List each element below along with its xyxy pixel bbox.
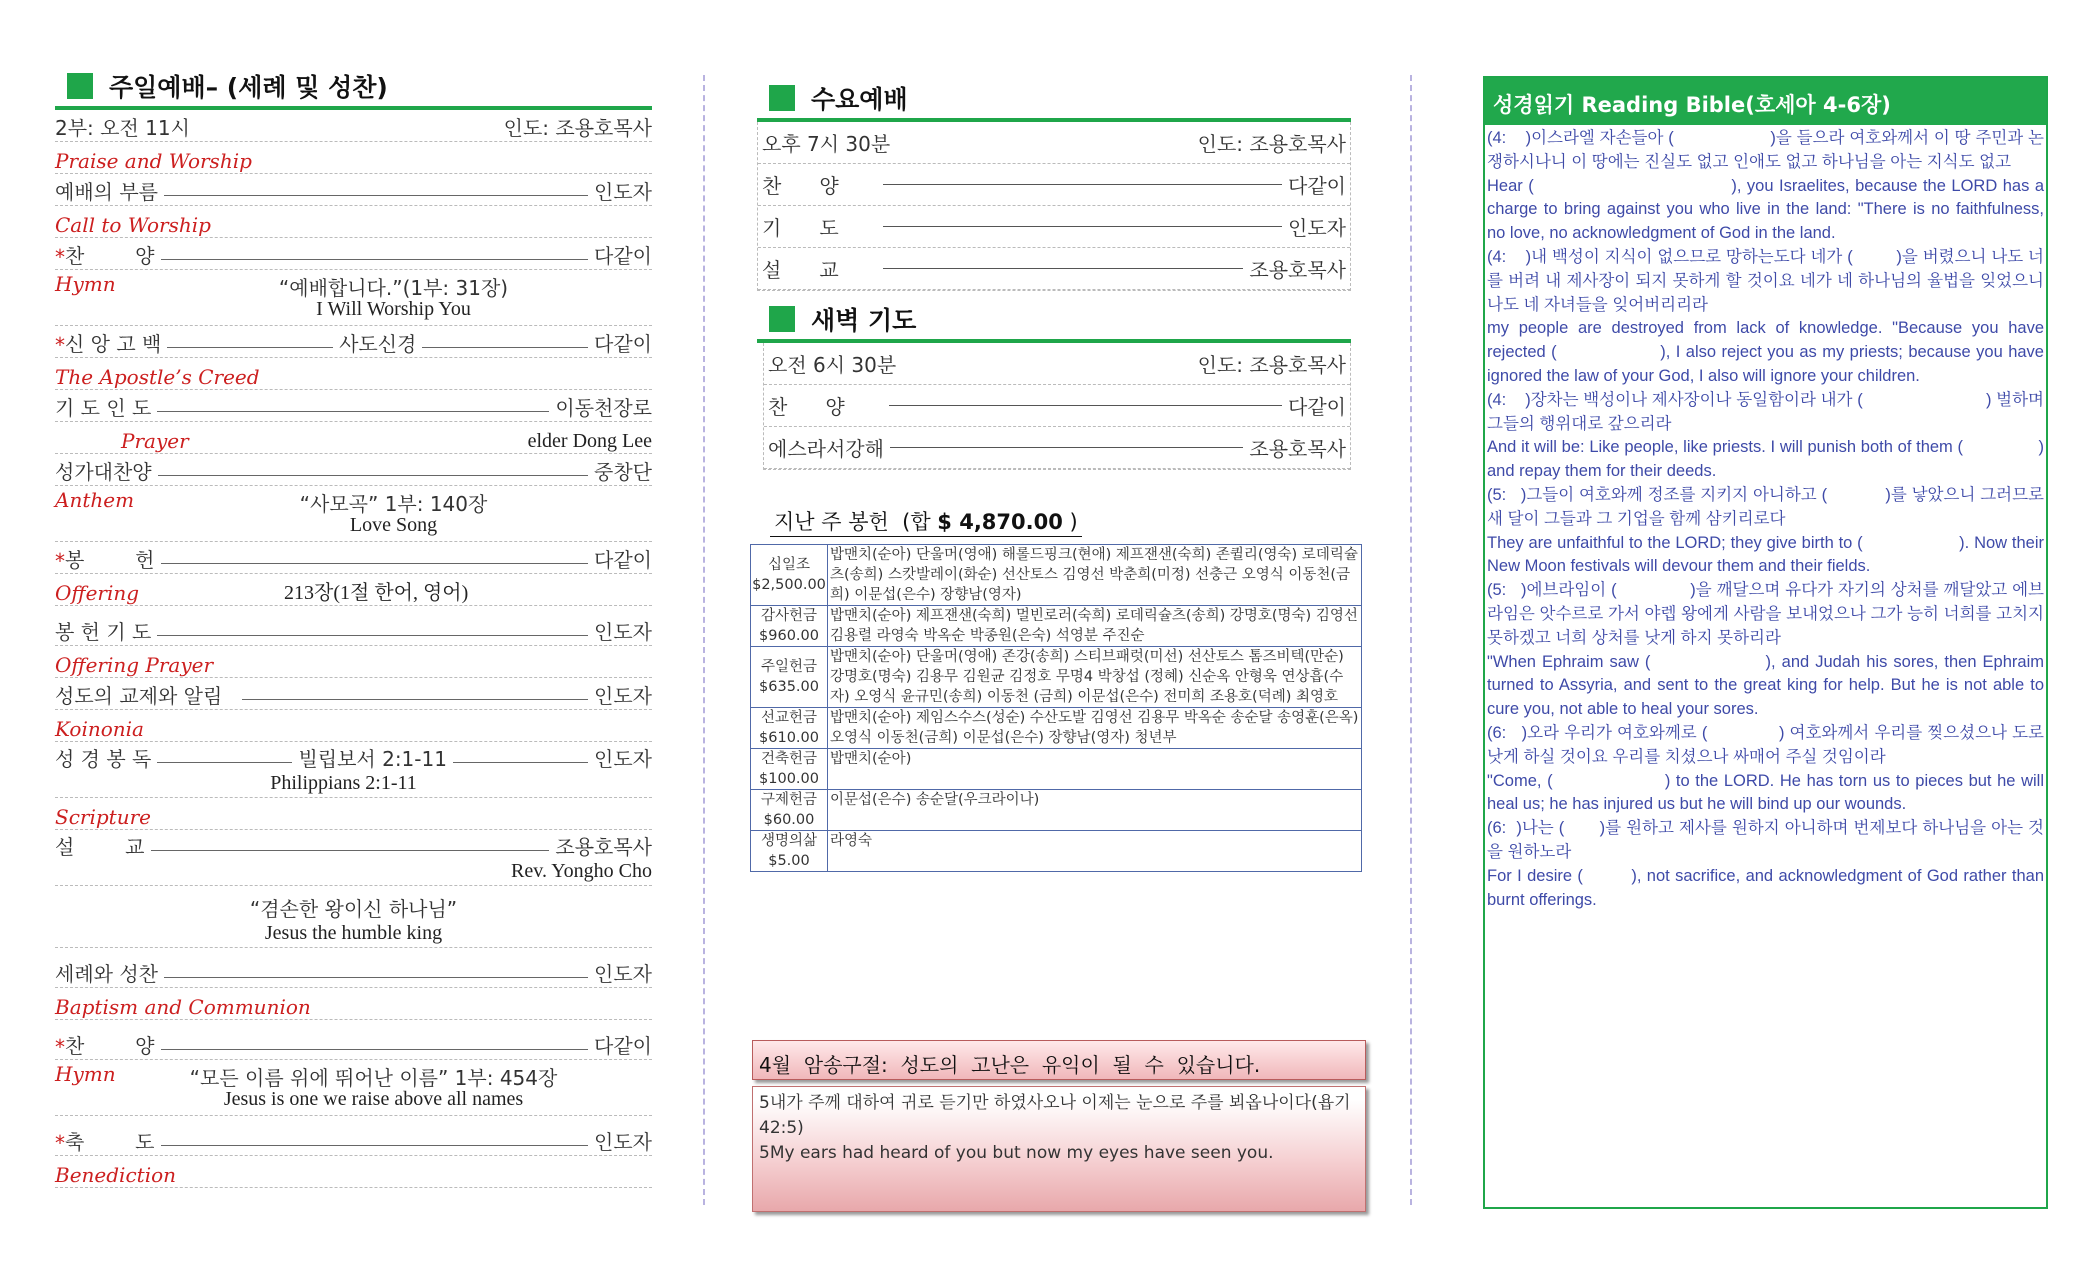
offering-category-cell bbox=[751, 606, 828, 647]
sermon-title-row bbox=[55, 886, 652, 948]
service-leader: 인도: 조용호목사 bbox=[503, 116, 652, 140]
service-time-row bbox=[55, 110, 652, 142]
leader-line bbox=[164, 977, 588, 978]
creed-by: 다같이 bbox=[594, 332, 653, 356]
offering-amount: $2,500.00 bbox=[752, 577, 826, 593]
dawn-title: 새벽 기도 bbox=[811, 306, 917, 335]
bible-paragraph: (4: )장차는 백성이나 제사장이나 동일함이라 내가 ( ) 벌하며 그들의 행위대로 갚으리라 bbox=[1487, 390, 2049, 433]
offering-names: 밥맨치(순아) 제임스수스(성순) 수산도발 김영선 김용무 박옥순 송순달 송영훈(은옥) 오영식 이동천(금희) 이문섭(은수) 장향남(영자) 청년부 bbox=[828, 708, 1362, 749]
scripture-en: Scripture bbox=[55, 805, 151, 829]
offering-song: 213장(1절 한어, 영어) bbox=[284, 582, 469, 604]
wednesday-header bbox=[757, 78, 1351, 122]
dawn-header bbox=[757, 299, 1351, 343]
column-divider-1 bbox=[703, 75, 705, 1205]
call-by: 인도자 bbox=[594, 180, 652, 204]
sunday-title: 주일예배– (세례 및 성찬) bbox=[109, 73, 388, 102]
scripture-row bbox=[55, 798, 652, 830]
creed-label: 신 앙 고 백 bbox=[65, 332, 162, 356]
sermon-by-en: Rev. Yongho Cho bbox=[511, 860, 652, 882]
dawn-item bbox=[764, 427, 1350, 469]
star-mark: * bbox=[55, 1131, 65, 1155]
offer-prayer-en: Offering Prayer bbox=[55, 653, 214, 677]
leader-line bbox=[151, 850, 550, 851]
leader-line bbox=[157, 762, 292, 763]
offering-names: 밥맨치(순아) 단울머(영애) 해롤드핑크(현애) 제프잰샌(숙희) 존퀼리(영숙) 로데릭슐츠(송희) 스캇발레이(화순) 선산토스 김영선 박춘희(미정) 선충근 오영식 이동천(금희) 이문섭(은수) 장향남(영자) bbox=[828, 545, 1362, 606]
offering-en-row bbox=[55, 574, 652, 606]
sermon-title: “겸손한 왕이신 하나님” bbox=[249, 897, 458, 921]
offer-by: 다같이 bbox=[594, 548, 652, 572]
hymn2-by: 다같이 bbox=[594, 1034, 652, 1058]
bible-paragraph: (6: )오라 우리가 여호와께로 ( ) 여호와께서 우리를 찢으셨으나 도로 낫게 하실 것이요 우리를 치셨으나 싸매어 주실 것임이라 bbox=[1487, 723, 2049, 766]
koinonia-row bbox=[55, 710, 652, 742]
column-divider-2 bbox=[1410, 75, 1412, 1205]
leader-line bbox=[242, 699, 588, 700]
fellowship-label: 성도의 교제와 알림 bbox=[55, 684, 223, 708]
leader-line bbox=[883, 184, 1282, 185]
offering-row bbox=[751, 545, 1362, 606]
call-row bbox=[55, 174, 652, 206]
offering-category-cell bbox=[751, 647, 828, 708]
leader-line bbox=[890, 447, 1243, 448]
offering-title bbox=[770, 506, 1082, 537]
offering-table bbox=[750, 544, 1362, 872]
wednesday-leader: 인도: 조용호목사 bbox=[1197, 132, 1346, 156]
bible-paragraph: (4: )내 백성이 지식이 없으므로 망하는도다 네가 ( )을 버렸으니 나도 너를 버려 내 제사장이 되지 못하게 할 것이요 네가 네 하나님의 율법을 잊었으니 나도 네 자녀들을 잊어버리리라 bbox=[1487, 247, 2049, 314]
dawn-item bbox=[764, 385, 1350, 427]
hymn1-row bbox=[55, 238, 652, 270]
bible-paragraph: (5: )그들이 여호와께 정조를 지키지 아니하고 ( )를 낳았으니 그러므로 새 달이 그들과 그 기업을 함께 삼키리로다 bbox=[1487, 485, 2049, 528]
baptism-en-row bbox=[55, 988, 652, 1020]
anthem-en: Anthem bbox=[55, 488, 135, 512]
offering-category-cell bbox=[751, 790, 828, 831]
memory-verse-korean: 5내가 주께 대하여 귀로 듣기만 하였사오나 이제는 눈으로 주를 뵈옵나이다(욥기 42:5) bbox=[759, 1093, 1351, 1138]
wednesday-item-label: 찬양 bbox=[762, 174, 877, 198]
memory-verse-heading: 4월 암송구절: 성도의 고난은 유익이 될 수 있습니다. bbox=[752, 1040, 1366, 1080]
bible-paragraph: (6: )나는 ( )를 원하고 제사를 원하지 아니하며 번제보다 하나님을 아는 것을 원하노라 bbox=[1487, 819, 2044, 861]
offering-title-suffix: ) bbox=[1062, 510, 1078, 534]
call-label: 예배의 부름 bbox=[55, 180, 158, 204]
dawn-time-row bbox=[764, 343, 1350, 385]
star-mark: * bbox=[55, 1035, 65, 1059]
leader-line bbox=[161, 563, 589, 564]
memory-verse-section bbox=[752, 1040, 1366, 1212]
leader-line bbox=[422, 347, 588, 348]
green-square-icon bbox=[67, 73, 93, 99]
reading-en-ref: Philippians 2:1-11 bbox=[270, 772, 417, 794]
hymn1-label: 찬 양 bbox=[65, 244, 155, 268]
offering-amount: $610.00 bbox=[759, 730, 819, 746]
leader-line bbox=[164, 195, 588, 196]
benediction-en-row bbox=[55, 1156, 652, 1188]
fellowship-by: 인도자 bbox=[594, 684, 652, 708]
wednesday-item-by: 조용호목사 bbox=[1249, 258, 1346, 282]
praise-en: Praise and Worship bbox=[55, 149, 252, 173]
prayer-by-en: elder Dong Lee bbox=[527, 430, 652, 452]
leader-line bbox=[161, 1049, 589, 1050]
leader-line bbox=[161, 1145, 589, 1146]
service-time: 2부: 오전 11시 bbox=[55, 116, 190, 140]
leader-line bbox=[158, 475, 588, 476]
reading-by: 인도자 bbox=[594, 747, 653, 771]
star-mark: * bbox=[55, 549, 65, 573]
anthem-title: “사모곡” 1부: 140장 bbox=[299, 492, 488, 516]
koinonia-en: Koinonia bbox=[55, 717, 144, 741]
hymn2-title-row bbox=[55, 1060, 652, 1116]
bible-paragraph: For I desire ( ), not sacrifice, and acknowledgment of God rather than burnt offerings. bbox=[1487, 866, 2049, 909]
offer-prayer-en-row bbox=[55, 646, 652, 678]
bible-paragraph: "Come, ( ) to the LORD. He has torn us to pieces but he will heal us; he has injured us but he will bind up our wounds. bbox=[1487, 771, 2049, 814]
reading-label: 성 경 봉 독 bbox=[55, 747, 152, 771]
wednesday-box bbox=[757, 122, 1351, 291]
offering-title-prefix: 지난 주 봉헌 (합 bbox=[774, 510, 938, 534]
offering-category: 생명의삶 bbox=[760, 833, 818, 849]
sermon-by: 조용호목사 bbox=[555, 835, 652, 859]
benediction-by: 인도자 bbox=[594, 1130, 652, 1154]
offering-category: 감사헌금 bbox=[760, 608, 818, 624]
leader-line bbox=[167, 347, 333, 348]
benediction-en: Benediction bbox=[55, 1163, 177, 1187]
offering-amount: $960.00 bbox=[759, 628, 819, 644]
prayer-label: 기 도 인 도 bbox=[55, 396, 152, 420]
offering-names: 이문섭(은수) 송순달(우크라이나) bbox=[828, 790, 1362, 831]
hymn2-label: 찬 양 bbox=[65, 1034, 155, 1058]
offering-category: 십일조 bbox=[767, 557, 811, 573]
star-mark: * bbox=[55, 333, 65, 357]
bible-paragraph: my people are destroyed from lack of knowledge. "Because you have rejected ( ), I also reject you as my priests; because you have ignored the law of your God, I also will ignore your children. bbox=[1487, 319, 2049, 385]
offering-row bbox=[751, 790, 1362, 831]
leader-line bbox=[889, 405, 1282, 406]
creed-row bbox=[55, 326, 652, 358]
benediction-row bbox=[55, 1116, 652, 1156]
offering-amount: $5.00 bbox=[768, 853, 810, 869]
leader-line bbox=[883, 268, 1244, 269]
offer-prayer-label: 봉 헌 기 도 bbox=[55, 620, 152, 644]
sunday-service-section bbox=[55, 66, 652, 1188]
sunday-header bbox=[55, 66, 652, 110]
offering-row bbox=[751, 606, 1362, 647]
offering-category: 주일헌금 bbox=[760, 659, 818, 675]
hymn2-title: “모든 이름 위에 뛰어난 이름” 1부: 454장 bbox=[189, 1066, 558, 1090]
bible-reading-title: 성경읽기 Reading Bible(호세아 4-6장) bbox=[1485, 78, 2046, 125]
hymn-en: Hymn bbox=[55, 1062, 116, 1086]
offering-amount: $60.00 bbox=[763, 812, 815, 828]
hymn1-title-en: I Will Worship You bbox=[316, 298, 471, 320]
offering-names: 밥맨치(순아) bbox=[828, 749, 1362, 790]
hymn1-title-row bbox=[55, 270, 652, 326]
sermon-title-en: Jesus the humble king bbox=[264, 922, 443, 944]
memory-verse-body bbox=[752, 1086, 1366, 1212]
hymn-en: Hymn bbox=[55, 272, 116, 296]
bible-paragraph: They are unfaithful to the LORD; they give birth to ( ). Now their New Moon festivals will devour them and their fields. bbox=[1487, 533, 2049, 576]
offering-category-cell bbox=[751, 749, 828, 790]
bible-paragraph: And it will be: Like people, like priests. I will punish both of them ( ) and repay them for their deeds. bbox=[1487, 438, 2049, 481]
leader-line bbox=[157, 635, 588, 636]
reading-row bbox=[55, 742, 652, 798]
wednesday-item-label: 설교 bbox=[762, 258, 877, 282]
baptism-label: 세례와 성찬 bbox=[55, 962, 158, 986]
offering-row bbox=[751, 831, 1362, 872]
baptism-row bbox=[55, 948, 652, 988]
anthem-title-en: Love Song bbox=[349, 514, 438, 536]
dawn-leader: 인도: 조용호목사 bbox=[1197, 353, 1346, 377]
wednesday-item-by: 다같이 bbox=[1288, 174, 1346, 198]
offering-category: 건축헌금 bbox=[760, 751, 818, 767]
offering-names: 밥맨치(순아) 제프잰샌(숙희) 멀빈로러(숙희) 로데릭슐츠(송희) 강명호(명숙) 김영선 김용렬 라영숙 박옥순 박종원(은숙) 석영분 주진순 bbox=[828, 606, 1362, 647]
praise-row bbox=[55, 142, 652, 174]
call-en-row bbox=[55, 206, 652, 238]
benediction-label: 축 도 bbox=[65, 1130, 155, 1154]
wednesday-item bbox=[758, 164, 1350, 206]
bible-reading-body bbox=[1485, 125, 2049, 912]
offering-row bbox=[751, 708, 1362, 749]
prayer-en-row bbox=[55, 422, 652, 454]
bible-reading-section bbox=[1483, 76, 2048, 1209]
call-en: Call to Worship bbox=[55, 213, 211, 237]
hymn1-by: 다같이 bbox=[594, 244, 652, 268]
bible-paragraph: (5: )에브라임이 ( )을 깨달으며 유다가 자기의 상처를 깨달았고 에브라임은 앗수르로 가서 야렙 왕에게 사람을 보내었으나 그가 능히 너희를 고치지 못하겠고 너희 상처를 낫게 하지 못하리라 bbox=[1487, 581, 2049, 647]
choir-by: 중창단 bbox=[594, 460, 652, 484]
dawn-item-by: 다같이 bbox=[1288, 395, 1346, 419]
offering-row bbox=[751, 749, 1362, 790]
offer-row bbox=[55, 542, 652, 574]
hymn2-row bbox=[55, 1020, 652, 1060]
offering-total: $ 4,870.00 bbox=[937, 510, 1063, 534]
prayer-by: 이동천장로 bbox=[555, 396, 652, 420]
creed-mid: 사도신경 bbox=[339, 332, 417, 356]
leader-line bbox=[157, 411, 549, 412]
wednesday-time: 오후 7시 30분 bbox=[762, 132, 891, 156]
wednesday-item bbox=[758, 206, 1350, 248]
offering-category: 구제헌금 bbox=[760, 792, 818, 808]
wednesday-title: 수요예배 bbox=[811, 85, 908, 114]
offering-row bbox=[751, 647, 1362, 708]
offering-names: 밥맨치(순아) 단울머(영애) 존강(송희) 스티브패럿(미선) 선산토스 톰즈비텍(만순) 강명호(명숙) 김용무 김원균 김정호 무명4 박창섭 (정혜) 신순옥 안형욱 연상흡(수자) 오영식 윤규민(송희) 이동천 (금희) 이문섭(은수) 전미희 조용호(덕례) 최영호 bbox=[828, 647, 1362, 708]
wednesday-item-by: 인도자 bbox=[1288, 216, 1346, 240]
memory-verse-english: 5My ears had heard of you but now my eyes have seen you. bbox=[759, 1143, 1274, 1163]
offer-label: 봉 헌 bbox=[65, 548, 155, 572]
prayer-row bbox=[55, 390, 652, 422]
star-mark: * bbox=[55, 245, 65, 269]
creed-en: The Apostle’s Creed bbox=[55, 365, 260, 389]
reading-mid: 빌립보서 2:1-11 bbox=[298, 747, 447, 771]
wednesday-item bbox=[758, 248, 1350, 290]
hymn1-title: “예배합니다.”(1부: 31장) bbox=[278, 276, 509, 300]
dawn-item-label: 에스라서강해 bbox=[768, 437, 884, 461]
sermon-label: 설 교 bbox=[55, 835, 145, 859]
offer-prayer-by: 인도자 bbox=[594, 620, 652, 644]
hymn2-title-en: Jesus is one we raise above all names bbox=[223, 1088, 524, 1110]
bible-paragraph: "When Ephraim saw ( ), and Judah his sores, then Ephraim turned to Assyria, and sent to the great king for help. But he is not able to cure you, not able to heal your sores. bbox=[1487, 652, 2049, 719]
dawn-item-by: 조용호목사 bbox=[1249, 437, 1346, 461]
offering-en: Offering bbox=[55, 581, 140, 605]
green-square-icon bbox=[769, 85, 795, 111]
bible-paragraph: (4: )이스라엘 자손들아 ( )을 들으라 여호와께서 이 땅 주민과 논쟁하시나니 이 땅에는 진실도 없고 인애도 없고 하나님을 아는 지식도 없고 bbox=[1487, 129, 2044, 171]
sermon-row bbox=[55, 830, 652, 886]
leader-line bbox=[161, 259, 589, 260]
offering-category-cell bbox=[751, 545, 828, 606]
offering-category: 선교헌금 bbox=[760, 710, 818, 726]
weekday-services-section bbox=[757, 78, 1351, 470]
offering-category-cell bbox=[751, 831, 828, 872]
dawn-time: 오전 6시 30분 bbox=[768, 353, 897, 377]
fellowship-row bbox=[55, 678, 652, 710]
offer-prayer-row bbox=[55, 606, 652, 646]
offering-names: 라영숙 bbox=[828, 831, 1362, 872]
wednesday-time-row bbox=[758, 122, 1350, 164]
offering-amount: $635.00 bbox=[759, 679, 819, 695]
choir-label: 성가대찬양 bbox=[55, 460, 152, 484]
leader-line bbox=[883, 226, 1282, 227]
dawn-item-label: 찬양 bbox=[768, 395, 883, 419]
prayer-en: Prayer bbox=[121, 429, 189, 453]
baptism-by: 인도자 bbox=[594, 962, 652, 986]
offering-amount: $100.00 bbox=[759, 771, 819, 787]
bible-paragraph: Hear ( ), you Israelites, because the LORD has a charge to bring against you who live in the land: "There is no faithfulness, no love, no acknowledgment of God in the land. bbox=[1487, 176, 2049, 243]
baptism-en: Baptism and Communion bbox=[55, 995, 311, 1019]
leader-line bbox=[453, 762, 588, 763]
anthem-row bbox=[55, 486, 652, 542]
wednesday-item-label: 기도 bbox=[762, 216, 877, 240]
choir-row bbox=[55, 454, 652, 486]
offering-category-cell bbox=[751, 708, 828, 749]
dawn-box bbox=[763, 343, 1351, 470]
green-square-icon bbox=[769, 306, 795, 332]
creed-en-row bbox=[55, 358, 652, 390]
